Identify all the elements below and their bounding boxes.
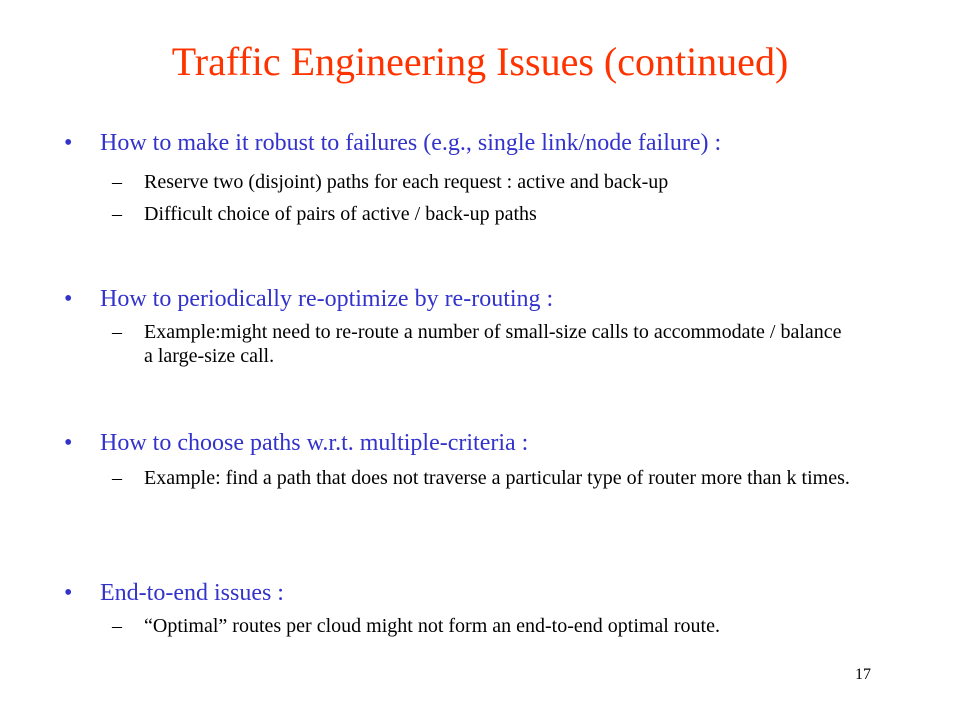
bullet-line — [64, 578, 934, 608]
sub-dash-icon: – — [112, 321, 122, 343]
sub-dash-icon: – — [112, 615, 122, 637]
bullet-dot-icon: • — [64, 286, 73, 312]
bullet-text: How to choose paths w.r.t. multiple-criteria : — [100, 430, 529, 456]
bullet-text: How to periodically re-optimize by re-routing : — [100, 286, 554, 312]
bullet-text: How to make it robust to failures (e.g., single link/node failure) : — [100, 130, 722, 156]
bullet-line — [64, 284, 934, 314]
bullet-dot-icon: • — [64, 580, 73, 606]
sub-bullet — [112, 170, 934, 194]
bullet-multiple-criteria — [64, 428, 934, 490]
sub-bullet-text: “Optimal” routes per cloud might not form an end-to-end optimal route. — [144, 615, 720, 637]
bullet-line — [64, 128, 934, 158]
sub-dash-icon: – — [112, 467, 122, 489]
page-number: 17 — [855, 666, 871, 683]
sub-bullet — [112, 614, 934, 638]
bullet-robustness — [64, 128, 934, 226]
bullet-dot-icon: • — [64, 430, 73, 456]
sub-bullet — [112, 466, 914, 490]
sub-bullet-text: Difficult choice of pairs of active / back-up paths — [144, 203, 537, 225]
sub-bullet-text: Example:might need to re-route a number of small-size calls to accommodate / balance a large-size call. — [144, 321, 842, 367]
sub-bullet — [112, 202, 934, 226]
slide-title: Traffic Engineering Issues (continued) — [171, 39, 789, 84]
bullet-line — [64, 428, 934, 458]
sub-bullet-text: Reserve two (disjoint) paths for each request : active and back-up — [144, 171, 669, 193]
sub-bullet-text: Example: find a path that does not traverse a particular type of router more than k times. — [144, 467, 850, 489]
sub-dash-icon: – — [112, 203, 122, 225]
bullet-dot-icon: • — [64, 130, 73, 156]
bullet-text: End-to-end issues : — [100, 580, 284, 606]
bullet-reoptimize — [64, 284, 934, 368]
sub-bullet — [112, 320, 844, 368]
bullet-end-to-end — [64, 578, 934, 638]
sub-dash-icon: – — [112, 171, 122, 193]
